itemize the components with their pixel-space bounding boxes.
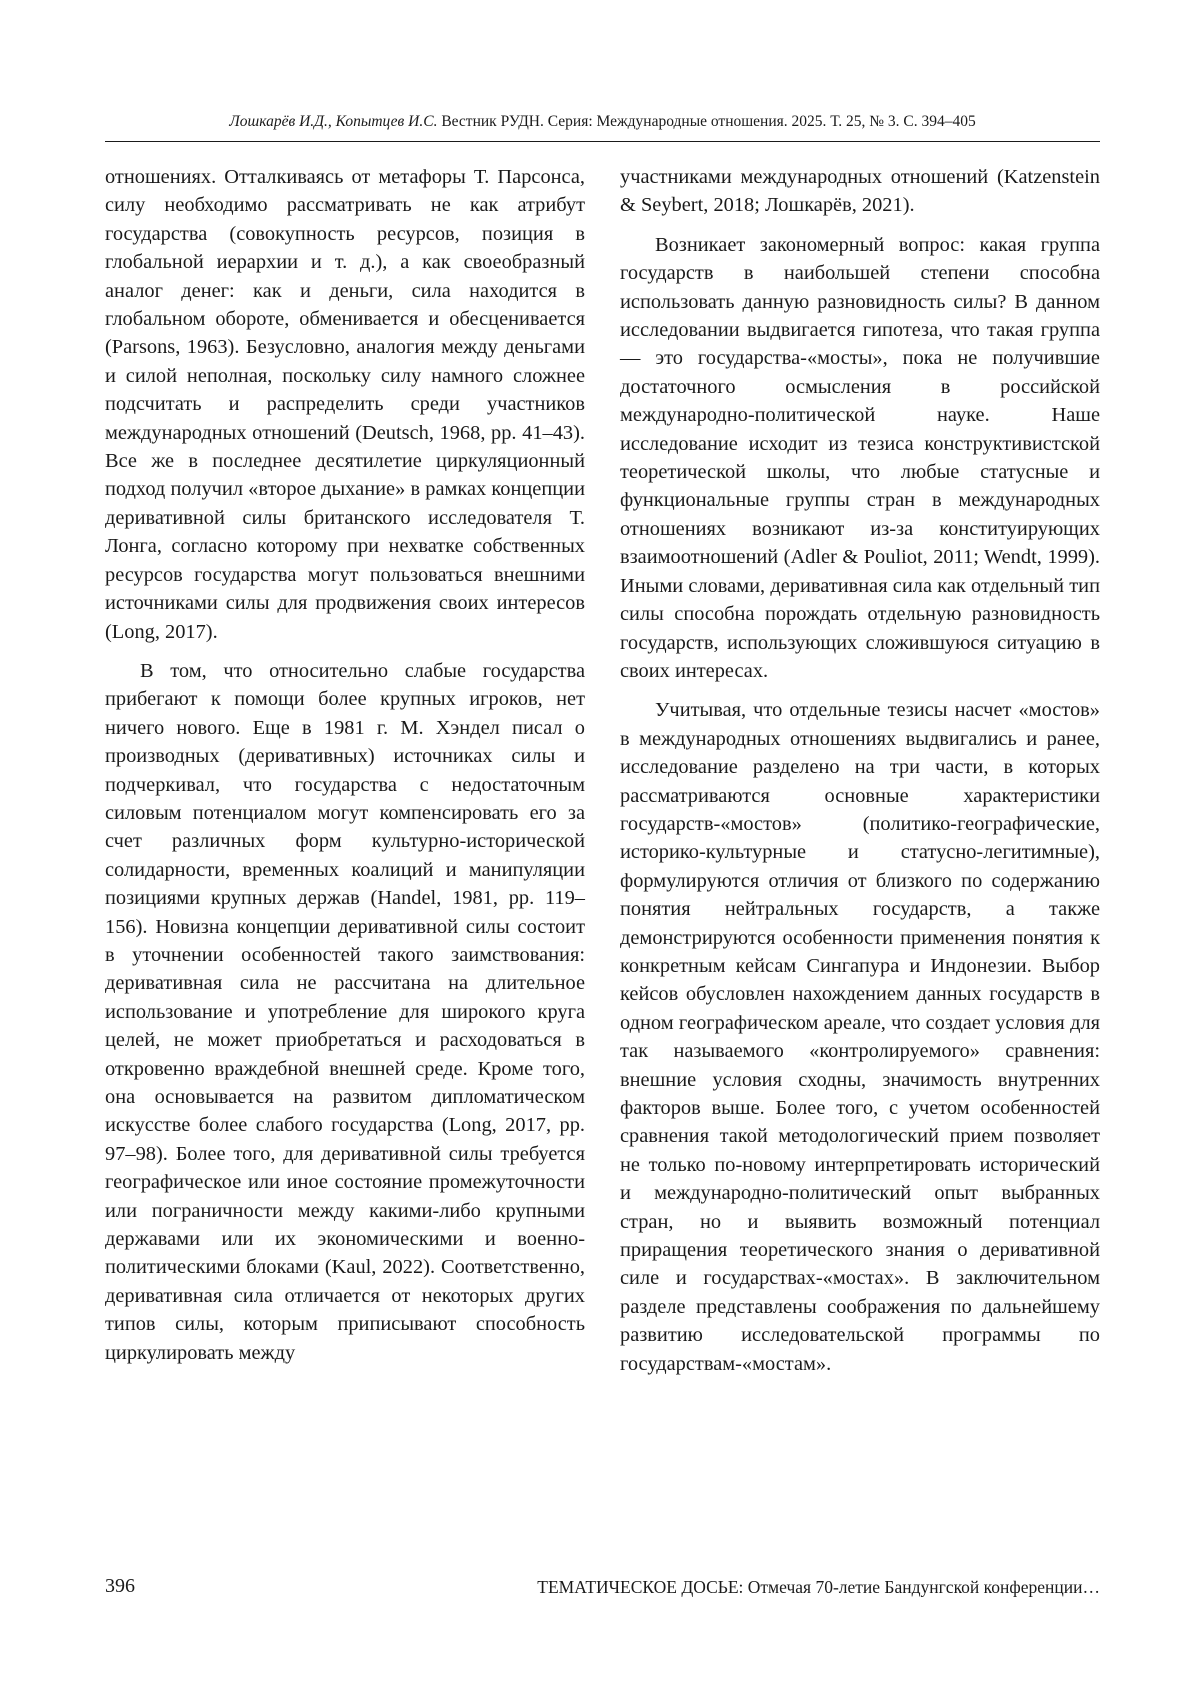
left-column — [105, 163, 585, 1378]
header-rule — [105, 141, 1100, 142]
header-journal-citation: Вестник РУДН. Серия: Международные отношения. 2025. Т. 25, № 3. С. 394–405 — [437, 113, 976, 130]
page-number: 396 — [105, 1575, 135, 1597]
paragraph: Возникает закономерный вопрос: какая группа государств в наибольшей степени способна использовать данную разновидность силы? В данном исследовании выдвигается гипотеза, что такая группа — это государства-«мосты», пока не получившие достаточного осмысления в российской международно-политической науке. Наше исследование исходит из тезиса конструктивистской теоретической школы, что любые статусные и функциональные группы стран в международных отношениях возникают из-за конституирующих взаимоотношений (Adler & Pouliot, 2011; Wendt, 1999). Иными словами, деривативная сила как отдельный тип силы способна порождать отдельную разновидность государств, использующих сложившуюся ситуацию в своих интересах. — [620, 233, 1100, 682]
running-footer: ТЕМАТИЧЕСКОЕ ДОСЬЕ: Отмечая 70-летие Бандунгской конференции… — [537, 1577, 1100, 1597]
header-authors: Лошкарёв И.Д., Копытцев И.С. — [229, 113, 438, 130]
paragraph: участниками международных отношений (Katzenstein & Seybert, 2018; Лошкарёв, 2021). — [620, 166, 1100, 217]
paragraph: отношениях. Отталкиваясь от метафоры Т. Парсонса, силу необходимо рассматривать не как атрибут государства (совокупность ресурсов, позиция в глобальной иерархии и т. д.), а как своеобразный аналог денег: как и деньги, сила находится в глобальном обороте, обменивается и обесценивается (Parsons, 1963). Безусловно, аналогия между деньгами и силой неполная, поскольку силу намного сложнее подсчитать и распределить среди участников международных отношений (Deutsch, 1968, pp. 41–43). Все же в последнее десятилетие циркуляционный подход получил «второе дыхание» в рамках концепции деривативной силы британского исследователя Т. Лонга, согласно которому при нехватке собственных ресурсов государства могут пользоваться внешними источниками силы для продвижения своих интересов (Long, 2017). — [105, 166, 585, 643]
right-column — [620, 163, 1100, 1389]
running-header — [105, 112, 1100, 132]
paragraph: В том, что относительно слабые государства прибегают к помощи более крупных игроков, нет ничего нового. Еще в 1981 г. М. Хэндел писал о производных (деривативных) источниках силы и подчеркивал, что государства с недостаточным силовым потенциалом могут компенсировать его за счет различных форм культурно-исторической солидарности, временных коалиций и манипуляции позициями крупных держав (Handel, 1981, pp. 119–156). Новизна концепции деривативной силы состоит в уточнении особенностей такого заимствования: деривативная сила не рассчитана на длительное использование и употребление для широкого круга целей, не может приобретаться и расходоваться в откровенно враждебной внешней среде. Кроме того, она основывается на развитом дипломатическом искусстве более слабого государства (Long, 2017, pp. 97–98). Более того, для деривативной силы требуется географическое или иное состояние промежуточности или пограничности между какими-либо крупными державами или их экономическими и военно-политическими блоками (Kaul, 2022). Соответственно, деривативная сила отличается от некоторых других типов силы, которым приписывают способность циркулировать между — [105, 659, 585, 1364]
paragraph: Учитывая, что отдельные тезисы насчет «мостов» в международных отношениях выдвигались и ранее, исследование разделено на три части, в которых рассматриваются основные характеристики государств-«мостов» (политико-географические, историко-культурные и статусно-легитимные), формулируются отличия от близкого по содержанию понятия нейтральных государств, а также демонстрируются особенности применения понятия к конкретным кейсам Сингапура и Индонезии. Выбор кейсов обусловлен нахождением данных государств в одном географическом ареале, что создает условия для так называемого «контролируемого» сравнения: внешние условия сходны, значимость внутренних факторов выше. Более того, с учетом особенностей сравнения такой методологический прием позволяет не только по-новому интерпретировать исторический и международно-политический опыт выбранных стран, но и выявить возможный потенциал приращения теоретического знания о деривативной силе и государствах-«мостах». В заключительном разделе представлены соображения по дальнейшему развитию исследовательской программы по государствам-«мостам». — [620, 699, 1100, 1375]
